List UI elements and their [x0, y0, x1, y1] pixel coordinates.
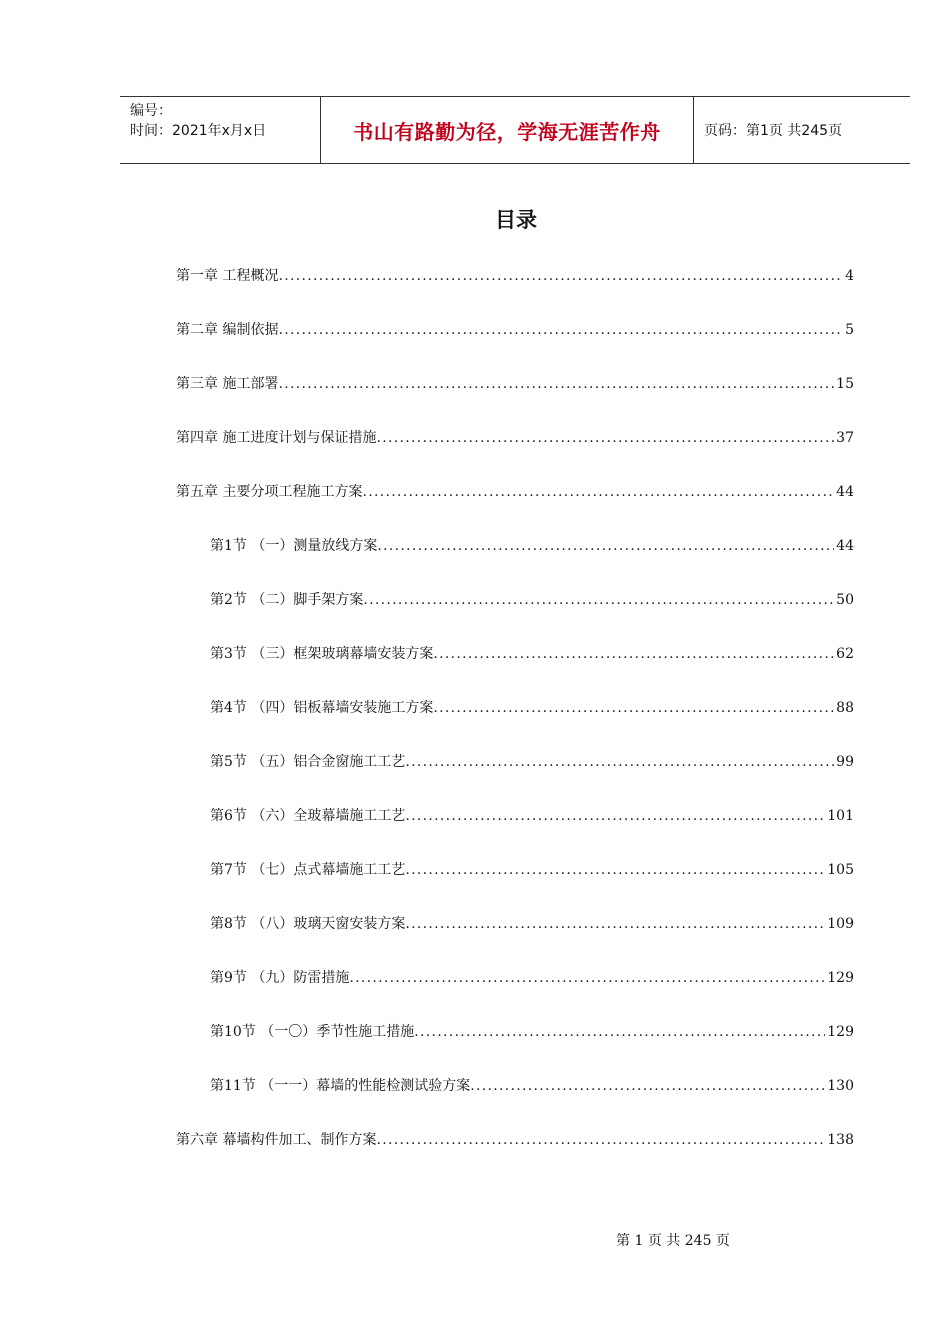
- toc-title: 目录: [495, 208, 537, 232]
- toc-entry-section-6[interactable]: [176, 798, 854, 852]
- toc-page-number: 44: [836, 484, 854, 500]
- toc-dot-leader: [405, 744, 834, 780]
- toc-entry-label: 第二章 编制依据: [176, 322, 279, 338]
- toc-page-number: 99: [836, 754, 854, 770]
- toc-dot-leader: [377, 528, 834, 564]
- toc-entry-section-7[interactable]: [176, 852, 854, 906]
- toc-dot-leader: [433, 636, 834, 672]
- toc-entry-section-2[interactable]: [176, 582, 854, 636]
- toc-entry-section-9[interactable]: [176, 960, 854, 1014]
- toc-entry-chapter-2[interactable]: [176, 312, 854, 366]
- toc-entry-label: 第1节 （一）测量放线方案: [210, 538, 378, 554]
- toc-entry-label: 第9节 （九）防雷措施: [210, 970, 350, 986]
- toc-entry-section-3[interactable]: [176, 636, 854, 690]
- toc-dot-leader: [363, 582, 834, 618]
- toc-entry-section-4[interactable]: [176, 690, 854, 744]
- toc-dot-leader: [376, 1122, 825, 1158]
- table-of-contents: [176, 258, 854, 1176]
- toc-page-number: 5: [845, 322, 854, 338]
- toc-dot-leader: [405, 906, 825, 942]
- toc-entry-section-11[interactable]: [176, 1068, 854, 1122]
- toc-entry-label: 第一章 工程概况: [176, 268, 279, 284]
- toc-entry-label: 第六章 幕墙构件加工、制作方案: [176, 1132, 377, 1148]
- toc-dot-leader: [470, 1068, 825, 1104]
- header-motto-cell: [321, 97, 694, 163]
- toc-entry-section-1[interactable]: [176, 528, 854, 582]
- toc-entry-label: 第五章 主要分项工程施工方案: [176, 484, 363, 500]
- toc-entry-chapter-6[interactable]: [176, 1122, 854, 1176]
- header-meta-cell: [120, 97, 321, 163]
- toc-entry-label: 第8节 （八）玻璃天窗安装方案: [210, 916, 406, 932]
- toc-entry-label: 第10节 （一〇）季节性施工措施: [210, 1024, 415, 1040]
- toc-page-number: 37: [836, 430, 854, 446]
- toc-page-number: 88: [836, 700, 854, 716]
- toc-page-number: 109: [827, 916, 854, 932]
- header-page-cell: [694, 97, 910, 163]
- toc-dot-leader: [278, 312, 843, 348]
- toc-page-number: 138: [827, 1132, 854, 1148]
- toc-page-number: 129: [827, 1024, 854, 1040]
- toc-page-number: 15: [836, 376, 854, 392]
- toc-entry-chapter-5[interactable]: [176, 474, 854, 528]
- toc-entry-label: 第11节 （一一）幕墙的性能检测试验方案: [210, 1078, 471, 1094]
- header-motto: 书山有路勤为径，学海无涯苦作舟: [353, 119, 661, 144]
- toc-entry-chapter-1[interactable]: [176, 258, 854, 312]
- toc-page-number: 101: [827, 808, 854, 824]
- document-time: 时间：2021年x月x日: [130, 123, 267, 139]
- toc-dot-leader: [278, 366, 834, 402]
- toc-dot-leader: [405, 852, 825, 888]
- toc-page-number: 50: [836, 592, 854, 608]
- document-header: [120, 96, 910, 164]
- toc-entry-label: 第6节 （六）全玻幕墙施工工艺: [210, 808, 406, 824]
- toc-entry-label: 第7节 （七）点式幕墙施工工艺: [210, 862, 406, 878]
- toc-page-number: 129: [827, 970, 854, 986]
- toc-page-number: 130: [827, 1078, 854, 1094]
- toc-dot-leader: [349, 960, 825, 996]
- toc-entry-label: 第四章 施工进度计划与保证措施: [176, 430, 377, 446]
- toc-dot-leader: [405, 798, 825, 834]
- toc-entry-label: 第4节 （四）铝板幕墙安装施工方案: [210, 700, 434, 716]
- toc-page-number: 105: [827, 862, 854, 878]
- toc-dot-leader: [433, 690, 834, 726]
- page-footer: 第 1 页 共 245 页: [616, 1233, 730, 1249]
- toc-page-number: 62: [836, 646, 854, 662]
- toc-entry-section-10[interactable]: [176, 1014, 854, 1068]
- toc-entry-chapter-4[interactable]: [176, 420, 854, 474]
- toc-entry-chapter-3[interactable]: [176, 366, 854, 420]
- toc-dot-leader: [376, 420, 834, 456]
- toc-entry-label: 第三章 施工部署: [176, 376, 279, 392]
- toc-entry-section-8[interactable]: [176, 906, 854, 960]
- toc-dot-leader: [278, 258, 843, 294]
- header-page-info: 页码：第1页 共245页: [704, 123, 843, 139]
- toc-entry-section-5[interactable]: [176, 744, 854, 798]
- toc-dot-leader: [362, 474, 834, 510]
- toc-entry-label: 第2节 （二）脚手架方案: [210, 592, 364, 608]
- toc-dot-leader: [414, 1014, 825, 1050]
- toc-entry-label: 第5节 （五）铝合金窗施工工艺: [210, 754, 406, 770]
- toc-page-number: 4: [845, 268, 854, 284]
- document-number-label: 编号：: [130, 103, 172, 119]
- toc-entry-label: 第3节 （三）框架玻璃幕墙安装方案: [210, 646, 434, 662]
- toc-page-number: 44: [836, 538, 854, 554]
